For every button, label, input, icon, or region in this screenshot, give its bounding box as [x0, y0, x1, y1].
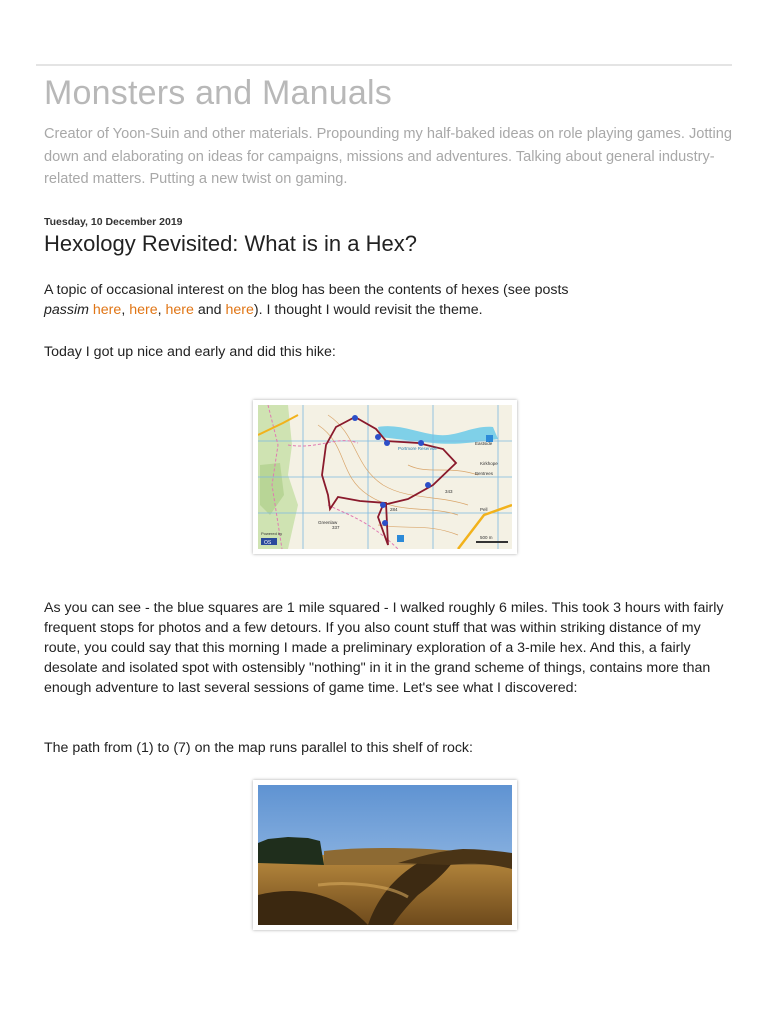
map-label-place2: Eastside	[475, 441, 493, 446]
map-label-place4: Kirkhope	[480, 461, 498, 466]
map-os-badge: OS	[264, 540, 272, 546]
blog-description: Creator of Yoon-Suin and other materials. Propounding my half-baked ideas on role playing games. Jotting down and elaborating on ideas for campaigns, missions and adventures. Talking about general industry-related matters. Putting a new twist on gaming.	[44, 126, 732, 187]
map-label-reservoir: Portmore Reservoir	[398, 446, 438, 451]
route-map-image[interactable]	[253, 400, 517, 554]
rock-shelf-photo[interactable]	[253, 780, 517, 930]
body-paragraph-1: As you can see - the blue squares are 1 mile squared - I walked roughly 6 miles. This took 3 hours with fairly frequent stops for photos and a few detours. If you also count stuff that was within striking distance of my route, you could say that this morning I made a preliminary exploration of a 3-mile hex. And this, a fairly desolate and isolated spot with ostensibly "nothing" in it in the grand scheme of things, contains more than enough adventure to last several sessions of game time. Let's see what I discovered:	[44, 600, 724, 696]
separator: and	[193, 302, 226, 318]
blog-title[interactable]: Monsters and Manuals	[44, 74, 392, 112]
route-map-svg	[258, 405, 512, 549]
map-label-place1: Greenlaw	[318, 520, 338, 525]
intro-text-end: ). I thought I would revisit the theme.	[253, 302, 483, 318]
map-label-place5: Pell	[480, 507, 488, 512]
link-here-1[interactable]: here	[92, 302, 122, 318]
post-title[interactable]: Hexology Revisited: What is in a Hex?	[44, 231, 417, 256]
map-label-alt1: 284	[390, 507, 398, 512]
map-label-place3: Bentrees	[475, 471, 494, 476]
map-label-alt2: 343	[445, 489, 453, 494]
separator: ,	[157, 302, 166, 318]
post-date: Tuesday, 10 December 2019	[44, 216, 183, 228]
map-powered-by: Powered by	[261, 531, 283, 536]
passim-text: passim	[44, 302, 89, 318]
link-here-4[interactable]: here	[225, 302, 254, 318]
map-scale-label: 500 m	[480, 535, 493, 540]
top-rule	[36, 64, 732, 66]
hike-paragraph: Today I got up nice and early and did this hike:	[44, 344, 336, 360]
link-here-2[interactable]: here	[129, 302, 158, 318]
link-here-3[interactable]: here	[165, 302, 194, 318]
rock-shelf-photo-svg	[258, 785, 512, 925]
map-label-alt3: 337	[332, 525, 340, 530]
intro-paragraph	[44, 280, 734, 320]
body-paragraph-2: The path from (1) to (7) on the map runs parallel to this shelf of rock:	[44, 740, 473, 756]
intro-text: A topic of occasional interest on the blog has been the contents of hexes (see posts	[44, 282, 569, 298]
separator: ,	[121, 302, 130, 318]
